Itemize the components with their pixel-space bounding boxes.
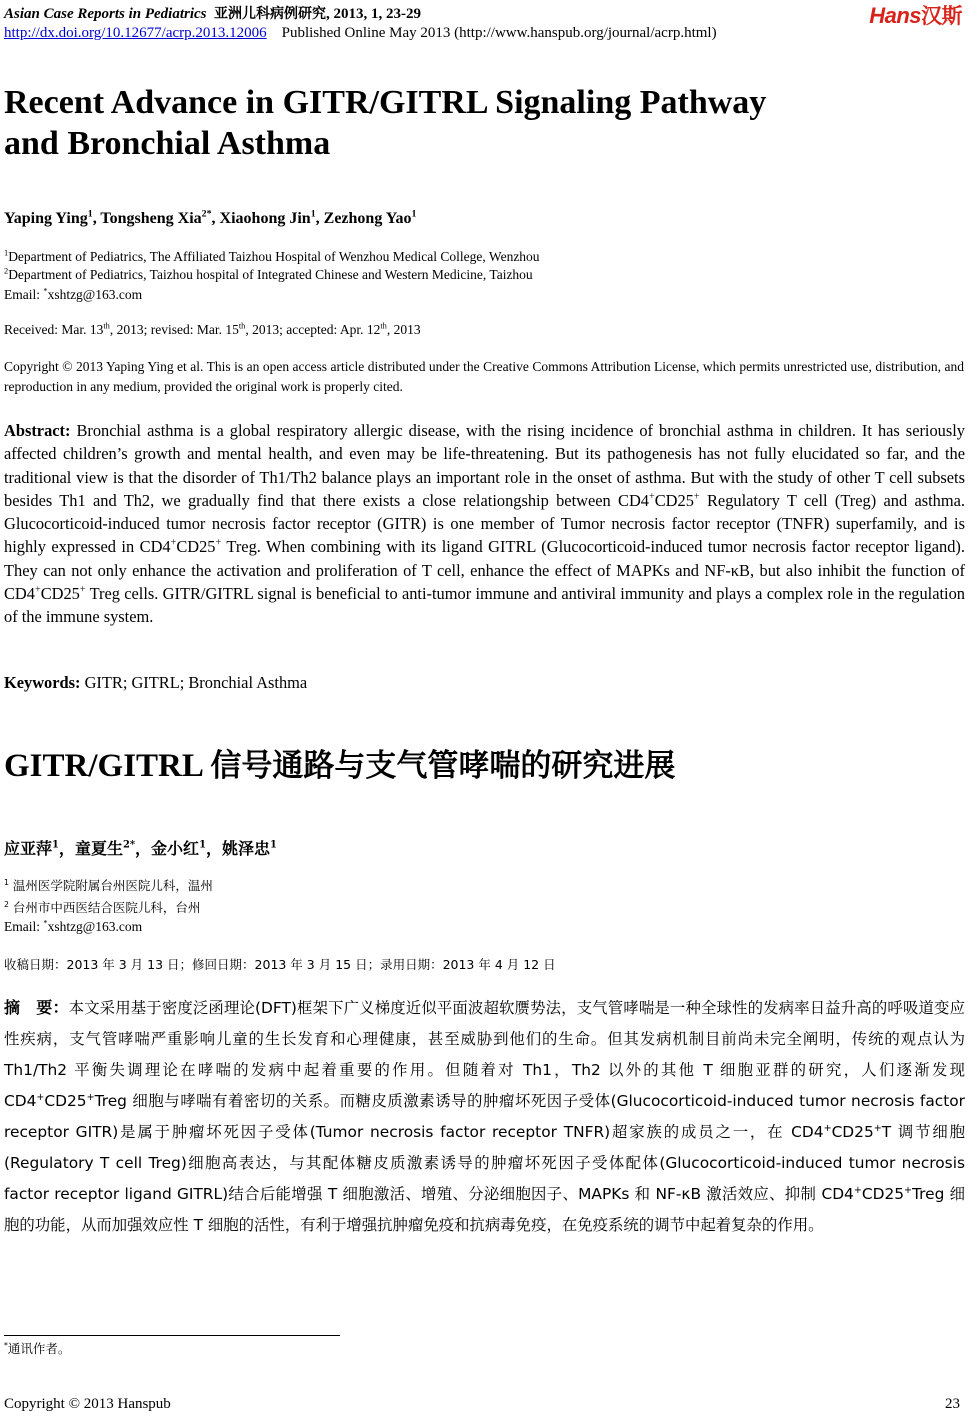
author-sep: , (211, 210, 220, 227)
abstract-text: Treg. When combining with its ligand GITRL (Glucocorticoid-induced tumor necrosis factor receptor ligand). They can not only enhance the activation and proliferation of T cell, enhance the effect of MAPKs and NF-κB, but also inhibit the function of CD4 (4, 537, 965, 604)
logo-cn: 汉斯 (921, 5, 962, 28)
author-name: 童夏生 (74, 839, 123, 858)
keywords-text: GITR; GITRL; Bronchial Asthma (80, 673, 308, 692)
doi-link[interactable]: http://dx.doi.org/10.12677/acrp.2013.12006 (4, 25, 267, 41)
date-sup: th (380, 321, 387, 331)
sup-plus: + (693, 491, 700, 503)
doi-line (4, 25, 717, 42)
abstract-cn-text: 本文采用基于密度泛函理论(DFT)框架下广义梯度近似平面波超软赝势法，支气管哮喘是一种全球性的发病率日益升高的呼吸道变应性疾病，支气管哮喘严重影响儿童的生长发育和心理健康，甚至威胁到他们的生命。但其发病机制目前尚未完全阐明，传统的观点认为 Th1/Th2 平衡失调理论在哮喘的发病中起着重要的作用。但随着对 Th1，Th2 以外的其他 T 细胞亚群的研究，人们逐渐发现 CD4 (4, 999, 965, 1110)
affiliation-num: 2 (4, 266, 9, 276)
footnote-text: 通讯作者。 (7, 1341, 71, 1356)
email-address[interactable]: xshtzg@163.com (47, 287, 143, 302)
sup-plus: + (215, 538, 222, 550)
author-sup: 1 (52, 839, 59, 851)
footer-copyright: Copyright © 2013 Hanspub (4, 1396, 171, 1412)
author-sep: ， (205, 839, 222, 858)
sup-plus: + (873, 1122, 882, 1134)
author-name: 姚泽忠 (221, 839, 270, 858)
author-name: Tongsheng Xia (100, 210, 202, 227)
author-sep: , (92, 210, 101, 227)
author-name: Zezhong Yao (323, 210, 412, 227)
affiliation-text: 台州市中西医结合医院儿科，台州 (8, 900, 201, 915)
affiliation-num: 2 (4, 899, 9, 909)
abstract-text: Treg cells. GITR/GITRL signal is beneficial to anti-tumor immune and antiviral immunity and plays a complex role in the regulation of the immune system. (4, 584, 965, 627)
volume-info: , 2013, 1, 23-29 (326, 6, 422, 22)
email-star: * (43, 918, 48, 928)
authors-cn (4, 836, 277, 859)
published-online: Published Online May 2013 (http://www.hanspub.org/journal/acrp.html) (281, 25, 717, 41)
affiliation-num: 1 (4, 248, 9, 258)
abstract-cn-text: T 调节细胞(Regulatory T cell Treg)细胞高表达，与其配体糖皮质激素诱导的肿瘤坏死因子受体配体(Glucocorticoid-induced tumor necrosis factor receptor ligand GITRL)结合后能增强 T 细胞激活、增殖、分泌细胞因子、MAPKs 和 NF-κB 激活效应、抑制 CD4 (4, 1123, 966, 1203)
journal-name-en: Asian Case Reports in Pediatrics (4, 6, 207, 22)
affiliation-en-1 (4, 247, 540, 267)
hanspub-logo (869, 0, 962, 30)
dates-en (4, 320, 421, 340)
date-received: Received: Mar. 13 (4, 322, 104, 337)
author-name: 应亚萍 (4, 839, 53, 858)
author-sup: 1 (310, 208, 316, 220)
abstract-text: CD25 (176, 537, 216, 557)
email-address[interactable]: xshtzg@163.com (47, 919, 143, 934)
affiliation-num: 1 (4, 877, 9, 887)
title-cn-latin: GITR/GITRL (4, 748, 211, 784)
abstract-text: Regulatory T cell (Treg) and asthma. Glucocorticoid-induced tumor necrosis factor receptor (GITR) is one member of Tumor necrosis factor receptor (TNFR) superfamily, and is highly expressed in CD4 (4, 490, 966, 557)
authors-en (4, 210, 416, 228)
title-en-line1: Recent Advance in GITR/GITRL Signaling Pathway (4, 84, 767, 121)
email-cn (4, 917, 142, 937)
sup-plus: + (86, 1091, 95, 1103)
date-accepted: , 2013; accepted: Apr. 12 (245, 322, 381, 337)
affiliation-cn-2 (4, 898, 200, 916)
abstract-cn-text: Treg 细胞的功能，从而加强效应性 T 细胞的活性，有利于增强抗肿瘤免疫和抗病毒免疫，在免疫系统的调节中起着复杂的作用。 (4, 1185, 965, 1234)
abstract-label: Abstract: (4, 421, 71, 440)
author-sup: 1 (411, 208, 417, 220)
title-cn-text: 信号通路与支气管哮喘的研究进展 (210, 748, 676, 784)
footnote-star: * (4, 1340, 8, 1350)
affiliation-cn-1 (4, 876, 213, 894)
affiliation-text: Department of Pediatrics, The Affiliated Taizhou Hospital of Wenzhou Medical College, Wenzhou (8, 249, 540, 264)
author-sep: , (315, 210, 324, 227)
sup-plus: + (649, 491, 655, 503)
author-name: 金小红 (151, 839, 200, 858)
author-sup: 1 (270, 839, 277, 851)
page-number: 23 (945, 1396, 960, 1412)
sup-plus: + (34, 584, 41, 596)
date-sup: th (103, 321, 110, 331)
author-sep: ， (58, 839, 75, 858)
abstract-text: CD25 (40, 584, 80, 604)
author-name: Yaping Ying (4, 210, 88, 227)
abstract-en (4, 419, 965, 629)
email-label: Email: (4, 919, 44, 934)
author-sup: 1 (199, 839, 206, 851)
title-en (4, 82, 904, 164)
email-star: * (43, 286, 48, 296)
abstract-text: CD25 (654, 490, 694, 510)
author-sup: 2* (122, 839, 136, 851)
sup-plus: + (170, 538, 177, 550)
author-sep: ， (135, 839, 152, 858)
abstract-cn-label: 摘 要： (4, 998, 69, 1017)
footnote (4, 1339, 70, 1357)
keywords-en (4, 673, 307, 693)
sup-plus: + (904, 1184, 913, 1196)
abstract-cn-text: CD25 (861, 1185, 905, 1203)
sup-plus: + (853, 1184, 862, 1196)
email-label: Email: (4, 287, 44, 302)
abstract-cn-text: CD25 (831, 1123, 874, 1141)
title-en-line2: and Bronchial Asthma (4, 125, 331, 162)
author-sup: 2* (201, 208, 212, 220)
sup-plus: + (36, 1091, 45, 1103)
author-name: Xiaohong Jin (219, 210, 311, 227)
footnote-rule (4, 1335, 340, 1336)
logo-latin: Hans (869, 3, 921, 28)
title-cn (4, 741, 675, 791)
author-sup: 1 (87, 208, 93, 220)
copyright-note: Copyright © 2013 Yaping Ying et al. This is an open access article distributed under the Creative Commons Attribution License, which permits unrestricted use, distribution, and reproduction in any medium, provided the original work is properly cited. (4, 359, 964, 394)
date-sup: th (238, 321, 246, 331)
keywords-label: Keywords: (4, 673, 81, 692)
affiliation-text: Department of Pediatrics, Taizhou hospital of Integrated Chinese and Western Medicine, Taizhou (8, 267, 533, 282)
email-en (4, 285, 142, 305)
journal-header (4, 3, 421, 23)
abstract-cn-text: Treg 细胞与哮喘有着密切的关系。而糖皮质激素诱导的肿瘤坏死因子受体(Glucocorticoid-induced tumor necrosis factor receptor GITR)是属于肿瘤坏死因子受体(Tumor necrosis factor receptor TNFR)超家族的成员之一，在 CD4 (4, 1092, 965, 1141)
date-tail: , 2013 (386, 322, 421, 337)
affiliation-text: 温州医学院附属台州医院儿科，温州 (8, 878, 213, 893)
sup-plus: + (79, 584, 86, 596)
dates-cn: 收稿日期：2013 年 3 月 13 日；修回日期：2013 年 3 月 15 日；录用日期：2013 年 4 月 12 日 (4, 957, 556, 972)
affiliation-en-2 (4, 265, 533, 285)
abstract-cn-text: CD25 (44, 1092, 87, 1110)
abstract-text: Bronchial asthma is a global respiratory allergic disease, with the rising incidence of bronchial asthma in children. It has seriously affected children’s growth and mental health, and even may be life-threatening. But its pathogenesis has not fully elucidated so far, and the traditional view is that the disorder of Th1/Th2 balance plays an important role in the onset of asthma. But with the study of other T cell subsets besides Th1 and Th2, we gradually find that there exists a close relationgship between CD4 (4, 421, 965, 510)
journal-name-cn: 亚洲儿科病例研究 (214, 6, 327, 22)
date-revised: , 2013; revised: Mar. 15 (109, 322, 239, 337)
abstract-cn (4, 992, 965, 1241)
sup-plus: + (823, 1122, 832, 1134)
